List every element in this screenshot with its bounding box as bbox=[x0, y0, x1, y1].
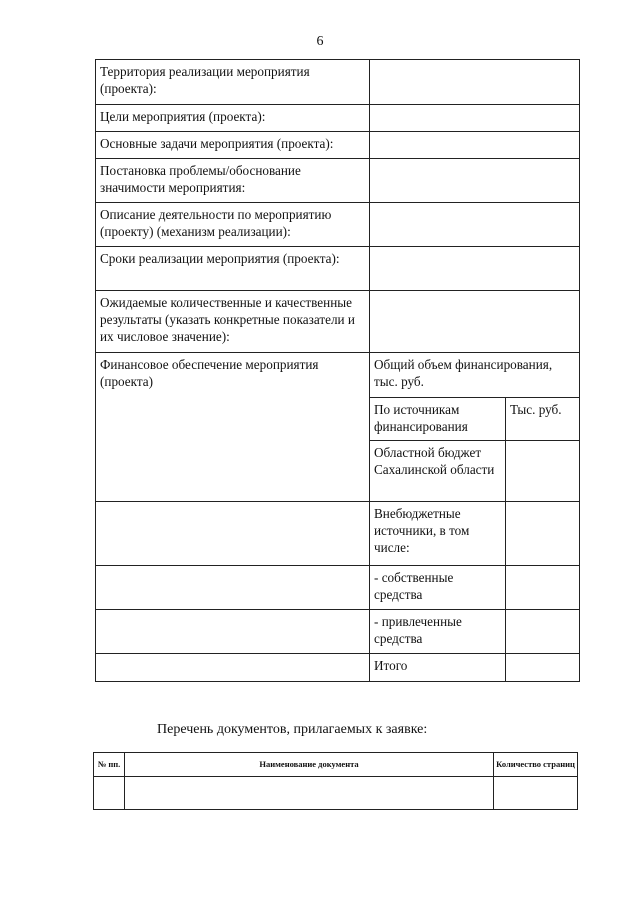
finance-total-label: Общий объем финансирования, тыс. руб. bbox=[370, 353, 580, 398]
finance-row-extrabudgetary bbox=[96, 502, 580, 566]
finance-row-total bbox=[96, 353, 580, 398]
project-form-table bbox=[95, 59, 580, 682]
form-row-timeline bbox=[96, 247, 580, 291]
finance-row-own bbox=[96, 566, 580, 610]
form-row-results bbox=[96, 291, 580, 353]
doc-name-cell[interactable] bbox=[125, 777, 494, 810]
documents-table bbox=[93, 752, 578, 810]
own-funds-value[interactable] bbox=[506, 566, 580, 610]
description-label: Описание деятельности по мероприятию (проекту) (механизм реализации): bbox=[96, 203, 370, 247]
results-label: Ожидаемые количественные и качественные результаты (указать конкретные показатели и их числовое значение): bbox=[96, 291, 370, 353]
doc-pages-cell[interactable] bbox=[494, 777, 578, 810]
description-value[interactable] bbox=[370, 203, 580, 247]
problem-value[interactable] bbox=[370, 159, 580, 203]
tasks-label: Основные задачи мероприятия (проекта): bbox=[96, 132, 370, 159]
finance-label: Финансовое обеспечение мероприятия (проекта) bbox=[96, 353, 370, 502]
attracted-funds-value[interactable] bbox=[506, 610, 580, 654]
col-pages-header: Количество страниц bbox=[494, 753, 578, 777]
goals-value[interactable] bbox=[370, 105, 580, 132]
blank-cell bbox=[96, 610, 370, 654]
col-name-header: Наименование документа bbox=[125, 753, 494, 777]
timeline-value[interactable] bbox=[370, 247, 580, 291]
form-row-description bbox=[96, 203, 580, 247]
regional-budget-label: Областной бюджет Сахалинской области bbox=[370, 441, 506, 502]
extrabudgetary-label: Внебюджетные источники, в том числе: bbox=[370, 502, 506, 566]
regional-budget-value[interactable] bbox=[506, 441, 580, 502]
timeline-label: Сроки реализации мероприятия (проекта): bbox=[96, 247, 370, 291]
form-row-goals bbox=[96, 105, 580, 132]
own-funds-label: - собственные средства bbox=[370, 566, 506, 610]
unit-label: Тыс. руб. bbox=[506, 398, 580, 441]
total-value[interactable] bbox=[506, 654, 580, 682]
table-row bbox=[94, 777, 578, 810]
goals-label: Цели мероприятия (проекта): bbox=[96, 105, 370, 132]
territory-value[interactable] bbox=[370, 60, 580, 105]
attracted-funds-label: - привлеченные средства bbox=[370, 610, 506, 654]
doc-num-cell[interactable] bbox=[94, 777, 125, 810]
documents-caption: Перечень документов, прилагаемых к заявке: bbox=[157, 722, 428, 737]
extrabudgetary-value[interactable] bbox=[506, 502, 580, 566]
page-number: 6 bbox=[316, 34, 324, 49]
results-value[interactable] bbox=[370, 291, 580, 353]
form-row-problem bbox=[96, 159, 580, 203]
blank-cell bbox=[96, 502, 370, 566]
documents-header-row bbox=[94, 753, 578, 777]
tasks-value[interactable] bbox=[370, 132, 580, 159]
territory-label: Территория реализации мероприятия (проекта): bbox=[96, 60, 370, 105]
blank-cell bbox=[96, 566, 370, 610]
total-label: Итого bbox=[370, 654, 506, 682]
finance-row-attracted bbox=[96, 610, 580, 654]
by-sources-label: По источникам финансирования bbox=[370, 398, 506, 441]
col-num-header: № пп. bbox=[94, 753, 125, 777]
form-row-tasks bbox=[96, 132, 580, 159]
finance-row-total-sum bbox=[96, 654, 580, 682]
form-row-territory bbox=[96, 60, 580, 105]
blank-cell bbox=[96, 654, 370, 682]
problem-label: Постановка проблемы/обоснование значимости мероприятия: bbox=[96, 159, 370, 203]
